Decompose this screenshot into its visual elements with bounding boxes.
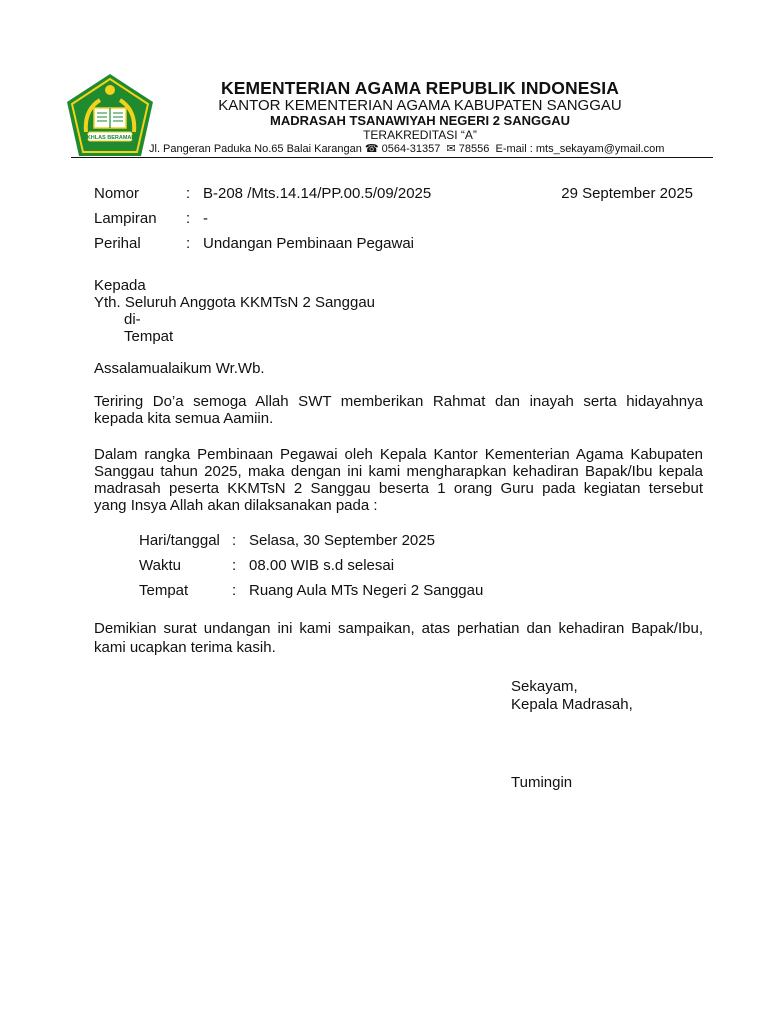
- email-text: E-mail : mts_sekayam@ymail.com: [495, 143, 665, 155]
- ministry-logo: [64, 72, 156, 158]
- event-place-label: Tempat: [139, 582, 189, 599]
- letterhead-divider: [71, 157, 713, 158]
- phone-icon: ☎: [364, 143, 379, 155]
- event-day-label: Hari/tanggal: [139, 532, 220, 549]
- signature-title: Kepala Madrasah,: [511, 696, 633, 713]
- postal-code: 78556: [458, 143, 490, 155]
- recipient-di: di-: [124, 311, 141, 328]
- event-place-value: Ruang Aula MTs Negeri 2 Sanggau: [249, 582, 484, 599]
- recipient-kepada: Kepada: [94, 277, 146, 294]
- perihal-colon: :: [186, 235, 191, 252]
- para1-line2: kepada kita semua Aamiin.: [94, 410, 274, 427]
- event-day-colon: :: [232, 532, 237, 549]
- ministry-title: KEMENTERIAN AGAMA REPUBLIK INDONESIA: [220, 78, 619, 98]
- para3-line2: kami ucapkan terima kasih.: [94, 639, 276, 656]
- event-time-label: Waktu: [139, 557, 181, 574]
- para2-line1: Dalam rangka Pembinaan Pegawai oleh Kepala Kantor Kementerian Agama Kabupaten: [94, 446, 703, 463]
- phone-number: 0564-31357: [381, 143, 441, 155]
- accreditation-text: TERAKREDITASI “A”: [363, 128, 477, 142]
- school-title: MADRASAH TSANAWIYAH NEGERI 2 SANGGAU: [270, 113, 570, 128]
- address-text: Jl. Pangeran Paduka No.65 Balai Karangan: [149, 143, 362, 155]
- para1-line1: Teriring Do’a semoga Allah SWT memberikan Rahmat dan inayah serta hidayahnya: [94, 393, 703, 410]
- greeting: Assalamualaikum Wr.Wb.: [94, 360, 265, 377]
- logo-motto: IKHLAS BERAMAL: [85, 135, 135, 141]
- envelope-icon: ✉: [446, 143, 456, 155]
- office-title: KANTOR KEMENTERIAN AGAMA KABUPATEN SANGGAU: [218, 97, 622, 114]
- event-time-colon: :: [232, 557, 237, 574]
- letter-date: 29 September 2025: [561, 185, 693, 202]
- para3-line1: Demikian surat undangan ini kami sampaikan, atas perhatian dan kehadiran Bapak/Ibu,: [94, 620, 703, 637]
- para2-line2: Sanggau tahun 2025, maka dengan ini kami mengharapkan kehadiran Bapak/Ibu kepala: [94, 463, 703, 480]
- event-place-colon: :: [232, 582, 237, 599]
- recipient-tempat: Tempat: [124, 328, 174, 345]
- signature-place: Sekayam,: [511, 678, 578, 695]
- address-line: [149, 142, 664, 155]
- logo-star: [105, 85, 115, 95]
- event-time-value: 08.00 WIB s.d selesai: [249, 557, 395, 574]
- para2-line4: yang Insya Allah akan dilaksanakan pada :: [94, 497, 378, 514]
- nomor-label: Nomor: [94, 185, 140, 202]
- recipient-name: Yth. Seluruh Anggota KKMTsN 2 Sanggau: [94, 294, 376, 311]
- signature-name: Tumingin: [511, 774, 573, 791]
- para2-line3: madrasah peserta KKMTsN 2 Sanggau beserta 1 orang Guru pada kegiatan tersebut: [94, 480, 703, 497]
- event-day-value: Selasa, 30 September 2025: [249, 532, 435, 549]
- lampiran-colon: :: [186, 210, 191, 227]
- nomor-colon: :: [186, 185, 191, 202]
- lampiran-value: -: [203, 210, 208, 227]
- perihal-value: Undangan Pembinaan Pegawai: [203, 235, 414, 252]
- nomor-value: B-208 /Mts.14.14/PP.00.5/09/2025: [203, 185, 432, 202]
- perihal-label: Perihal: [94, 235, 141, 252]
- lampiran-label: Lampiran: [94, 210, 157, 227]
